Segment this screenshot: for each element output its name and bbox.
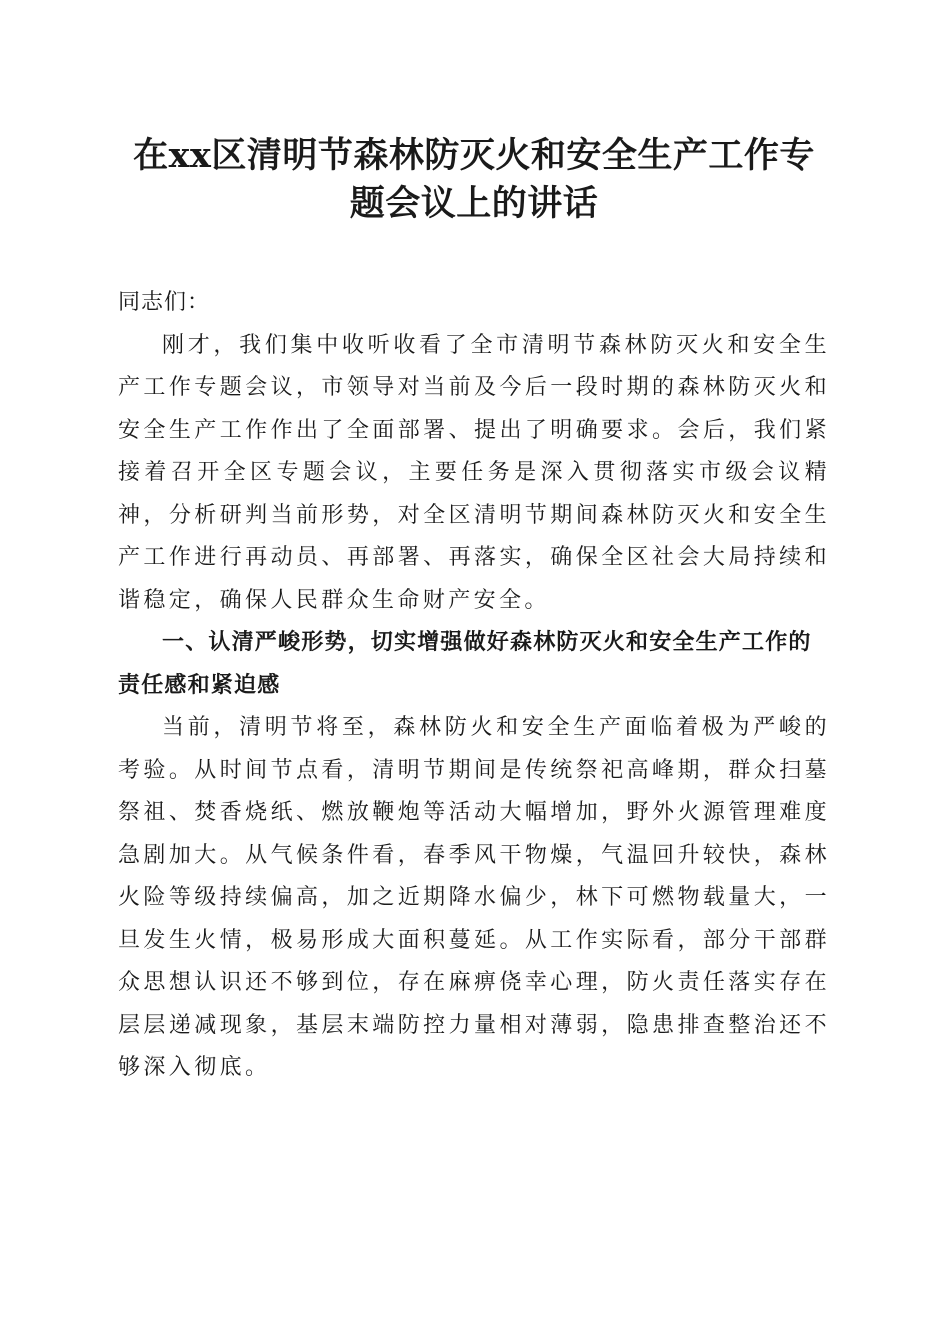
- section-1-heading: 一、认清严峻形势，切实增强做好森林防灭火和安全生产工作的责任感和紧迫感: [118, 630, 812, 698]
- salutation: 同志们：: [118, 290, 211, 315]
- section-1-paragraph: 当前，清明节将至，森林防火和安全生产面临着极为严峻的考验。从时间节点看，清明节期间是传统祭祀高峰期，群众扫墓祭祖、焚香烧纸、燃放鞭炮等活动大幅增加，野外火源管理难度急剧加大。从气候条件看，春季风干物燥，气温回升较快，森林火险等级持续偏高，加之近期降水偏少，林下可燃物载量大，一旦发生火情，极易形成大面积蔓延。从工作实际看，部分干部群众思想认识还不够到位，存在麻痹侥幸心理，防火责任落实存在层层递减现象，基层末端防控力量相对薄弱，隐患排查整治还不够深入彻底。: [118, 715, 830, 1080]
- document-title: 在xx区清明节森林防灭火和安全生产工作专题会议上的讲话: [133, 135, 815, 224]
- intro-paragraph: 刚才，我们集中收听收看了全市清明节森林防灭火和安全生产工作专题会议，市领导对当前及今后一段时期的森林防灭火和安全生产工作作出了全面部署、提出了明确要求。会后，我们紧接着召开全区专题会议，主要任务是深入贯彻落实市级会议精神，分析研判当前形势，对全区清明节期间森林防灭火和安全生产工作进行再动员、再部署、再落实，确保全区社会大局持续和谐稳定，确保人民群众生命财产安全。: [118, 332, 830, 613]
- document-page: [118, 132, 830, 1090]
